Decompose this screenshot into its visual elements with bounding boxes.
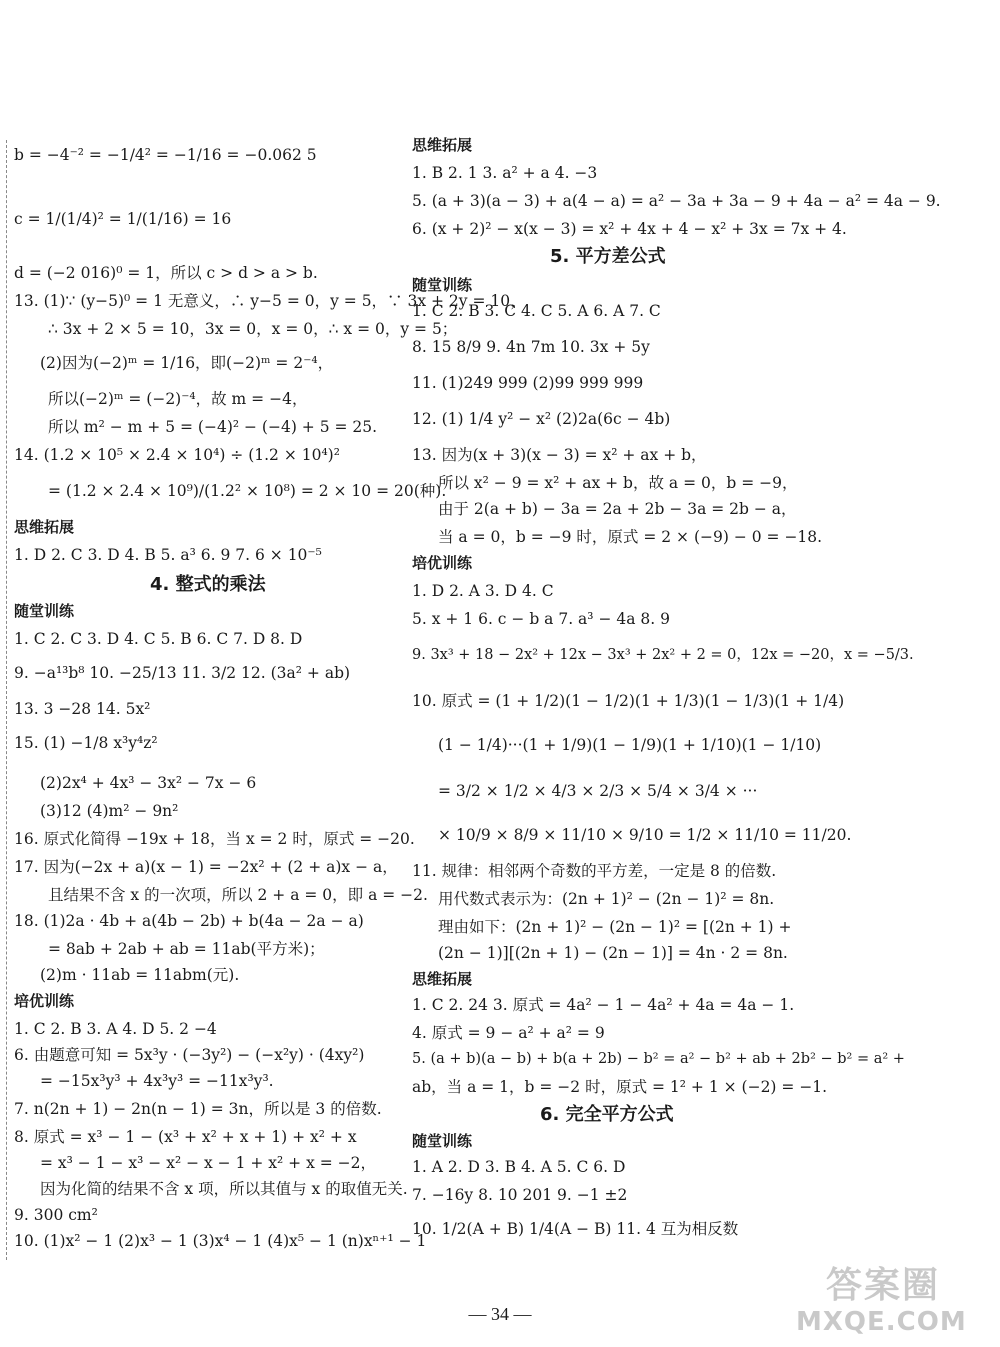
text-line: ∴ 3x + 2 × 5 = 10，3x = 0，x = 0，∴ x = 0，y = 5； <box>48 320 458 338</box>
text-line: 7. n(2n + 1) − 2n(n − 1) = 3n，所以是 3 的倍数. <box>14 1100 382 1118</box>
text-line: 9. 3x³ + 18 − 2x² + 12x − 3x³ + 2x² + 2 = 0，12x = −20，x = −5/3. <box>412 647 914 663</box>
section-heading: 随堂训练 <box>14 602 75 620</box>
text-line: (1 − 1/4)···(1 + 1/9)(1 − 1/9)(1 + 1/10)(1 − 1/10) <box>438 736 822 754</box>
section-heading: 思维拓展 <box>14 518 75 536</box>
section-heading: 思维拓展 <box>412 136 473 154</box>
text-line: 所以 m² − m + 5 = (−4)² − (−4) + 5 = 25. <box>48 418 378 436</box>
text-line: 18. (1)2a · 4b + a(4b − 2b) + b(4a − 2a − a) <box>14 912 364 930</box>
text-line: = x³ − 1 − x³ − x² − x − 1 + x² + x = −2， <box>40 1154 377 1172</box>
text-line: 12. (1) 1/4 y² − x² (2)2a(6c − 4b) <box>412 410 671 428</box>
text-line: 16. 原式化简得 −19x + 18，当 x = 2 时，原式 = −20. <box>14 830 415 848</box>
text-line: 5. x + 1 6. c − b a 7. a³ − 4a 8. 9 <box>412 610 670 628</box>
text-line: 1. D 2. C 3. D 4. B 5. a³ 6. 9 7. 6 × 10⁻⁵ <box>14 546 322 564</box>
text-line: 所以 x² − 9 = x² + ax + b，故 a = 0，b = −9， <box>438 474 798 492</box>
text-line: 6. 由题意可知 = 5x³y · (−3y²) − (−x²y) · (4xy²) <box>14 1046 365 1064</box>
text-line: 1. C 2. C 3. D 4. C 5. B 6. C 7. D 8. D <box>14 630 303 648</box>
text-line: 15. (1) −1/8 x³y⁴z² <box>14 734 158 752</box>
text-line: 1. C 2. B 3. C 4. C 5. A 6. A 7. C <box>412 302 661 320</box>
text-line: d = (−2 016)⁰ = 1，所以 c > d > a > b. <box>14 264 318 282</box>
text-line: 11. 规律：相邻两个奇数的平方差，一定是 8 的倍数. <box>412 862 777 880</box>
text-line: 1. A 2. D 3. B 4. A 5. C 6. D <box>412 1158 626 1176</box>
text-line: 所以(−2)ᵐ = (−2)⁻⁴，故 m = −4， <box>48 390 308 408</box>
text-line: × 10/9 × 8/9 × 11/10 × 9/10 = 1/2 × 11/10 = 11/20. <box>438 826 852 844</box>
text-line: 1. D 2. A 3. D 4. C <box>412 582 554 600</box>
binding-margin-line <box>6 140 7 1260</box>
text-line: (2n − 1)][(2n + 1) − (2n − 1)] = 4n · 2 = 8n. <box>438 944 788 962</box>
text-line: 10. 1/2(A + B) 1/4(A − B) 11. 4 互为相反数 <box>412 1220 739 1238</box>
text-line: 当 a = 0，b = −9 时，原式 = 2 × (−9) − 0 = −18. <box>438 528 823 546</box>
text-line: 由于 2(a + b) − 3a = 2a + 2b − 3a = 2b − a， <box>438 500 797 518</box>
text-line: 因为化简的结果不含 x 项，所以其值与 x 的取值无关. <box>40 1180 408 1198</box>
text-line: 11. (1)249 999 (2)99 999 999 <box>412 374 644 392</box>
text-line: 1. C 2. B 3. A 4. D 5. 2 −4 <box>14 1020 217 1038</box>
text-line: 13. (1)∵ (y−5)⁰ = 1 无意义，∴ y−5 = 0，y = 5，∵ 3x + 2y = 10， <box>14 292 526 310</box>
site-watermark <box>796 1255 986 1337</box>
text-line: 9. −a¹³b⁸ 10. −25/13 11. 3/2 12. (3a² + ab) <box>14 664 351 682</box>
section-heading: 培优训练 <box>412 554 473 572</box>
text-line: c = 1/(1/4)² = 1/(1/16) = 16 <box>14 210 232 228</box>
text-line: 7. −16y 8. 10 201 9. −1 ±2 <box>412 1186 628 1204</box>
text-line: (3)12 (4)m² − 9n² <box>40 802 179 820</box>
text-line: 1. C 2. 24 3. 原式 = 4a² − 1 − 4a² + 4a = 4a − 1. <box>412 996 795 1014</box>
text-line: 5. (a + b)(a − b) + b(a + 2b) − b² = a² − b² + ab + 2b² − b² = a² + <box>412 1051 905 1067</box>
text-line: 4. 原式 = 9 − a² + a² = 9 <box>412 1024 605 1042</box>
text-line: 5. (a + 3)(a − 3) + a(4 − a) = a² − 3a + 3a − 9 + 4a − a² = 4a − 9. <box>412 192 941 210</box>
text-line: (2)2x⁴ + 4x³ − 3x² − 7x − 6 <box>40 774 257 792</box>
text-line: = −15x³y³ + 4x³y³ = −11x³y³. <box>40 1072 274 1090</box>
text-line: b = −4⁻² = −1/4² = −1/16 = −0.062 5 <box>14 146 317 164</box>
text-line: 8. 15 8/9 9. 4n 7m 10. 3x + 5y <box>412 338 650 356</box>
text-line: 且结果不含 x 的一次项，所以 2 + a = 0，即 a = −2. <box>48 886 428 904</box>
section-heading: 随堂训练 <box>412 276 473 294</box>
text-line: (2)因为(−2)ᵐ = 1/16，即(−2)ᵐ = 2⁻⁴， <box>40 354 334 372</box>
text-line: (2)m · 11ab = 11abm(元). <box>40 966 240 984</box>
text-line: = 8ab + 2ab + ab = 11ab(平方米)； <box>48 940 325 958</box>
text-line: 17. 因为(−2x + a)(x − 1) = −2x² + (2 + a)x − a， <box>14 858 398 876</box>
text-line: ab，当 a = 1，b = −2 时，原式 = 1² + 1 × (−2) = −1. <box>412 1078 828 1096</box>
watermark-url: MXQE.COM <box>796 1307 967 1337</box>
text-line: 8. 原式 = x³ − 1 − (x³ + x² + x + 1) + x² + x <box>14 1128 357 1146</box>
text-line: 13. 3 −28 14. 5x² <box>14 700 151 718</box>
text-line: 理由如下：(2n + 1)² − (2n − 1)² = [(2n + 1) + <box>438 918 792 936</box>
text-line: 13. 因为(x + 3)(x − 3) = x² + ax + b， <box>412 446 707 464</box>
text-line: 10. 原式 = (1 + 1/2)(1 − 1/2)(1 + 1/3)(1 − 1/3)(1 + 1/4) <box>412 692 845 710</box>
text-line: 用代数式表示为：(2n + 1)² − (2n − 1)² = 8n. <box>438 890 775 908</box>
chapter-title: 4. 整式的乘法 <box>150 574 266 595</box>
page-number: — 34 — <box>468 1304 532 1324</box>
text-line: 9. 300 cm² <box>14 1206 98 1224</box>
text-line: = 3/2 × 1/2 × 4/3 × 2/3 × 5/4 × 3/4 × ··· <box>438 782 758 800</box>
text-line: 1. B 2. 1 3. a² + a 4. −3 <box>412 164 598 182</box>
section-heading: 培优训练 <box>14 992 75 1010</box>
watermark-logo-text: 答案圈 <box>826 1265 941 1306</box>
chapter-title: 5. 平方差公式 <box>550 246 666 267</box>
text-line: 14. (1.2 × 10⁵ × 2.4 × 10⁴) ÷ (1.2 × 10⁴)² <box>14 446 340 464</box>
text-line: 6. (x + 2)² − x(x − 3) = x² + 4x + 4 − x² + 3x = 7x + 4. <box>412 220 847 238</box>
text-line: = (1.2 × 2.4 × 10⁹)/(1.2² × 10⁸) = 2 × 10 = 20(种). <box>48 482 447 500</box>
text-line: 10. (1)x² − 1 (2)x³ − 1 (3)x⁴ − 1 (4)x⁵ − 1 (n)xⁿ⁺¹ − 1 <box>14 1232 427 1250</box>
section-heading: 思维拓展 <box>412 970 473 988</box>
section-heading: 随堂训练 <box>412 1132 473 1150</box>
chapter-title: 6. 完全平方公式 <box>540 1104 674 1125</box>
